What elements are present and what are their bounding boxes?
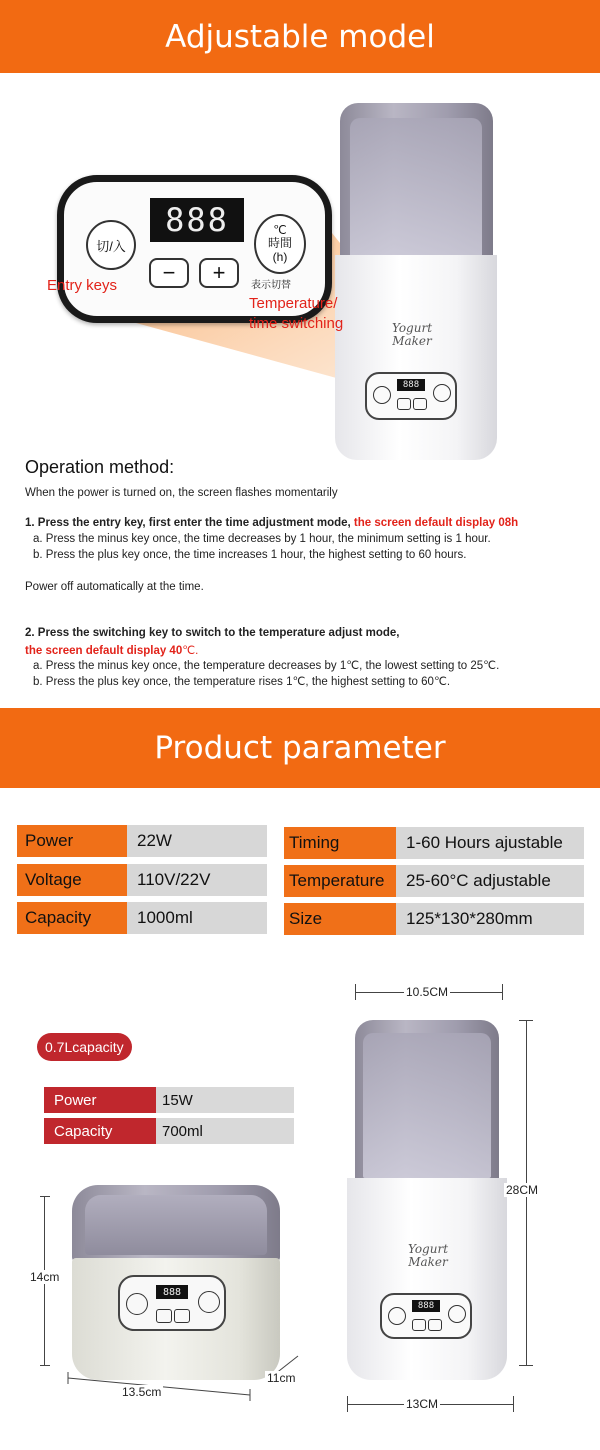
small-param-label: Power [44,1087,156,1113]
mini-control-panel-bottom [380,1293,472,1339]
product-parameter-banner [0,708,600,788]
operation-intro: When the power is turned on, the screen flashes momentarily [25,487,338,499]
logo-line1-bottom: Yogurt [407,1242,449,1256]
small-param-value: 700ml [156,1118,294,1144]
tall-width-top-label: 10.5CM [406,985,449,999]
param-label: Temperature [284,865,396,897]
entry-keys-label: Entry keys [47,277,118,294]
step2-red-unit: ℃. [182,645,199,657]
step1-title [25,517,518,529]
switch-caption: 表示切替 [251,280,291,291]
switch-label [249,294,343,333]
step2-red [25,643,198,657]
param-label: Timing [284,827,396,859]
tall-width-bottom-label: 13CM [406,1397,439,1411]
step2-red-bold: the screen default display 40 [25,645,183,657]
small-control-panel [118,1275,226,1331]
mini-display: 888 [397,379,425,391]
mini-display-bottom: 888 [412,1300,440,1312]
step2-a: a. Press the minus key once, the temperature decreases by 1℃, the lowest setting to 25℃. [33,660,500,672]
capacity-badge: 0.7Lcapacity [37,1033,132,1061]
step2-title: 2. Press the switching key to switch to the temperature adjust mode, [25,627,400,639]
step1-a: a. Press the minus key once, the time decreases by 1 hour, the minimum setting is 1 hour. [33,533,491,545]
param-value: 110V/22V [127,864,267,896]
param-value: 25-60°C adjustable [396,865,584,897]
switch-line1: ℃ [273,223,287,238]
param-label: Size [284,903,396,935]
param-label: Capacity [17,902,127,934]
param-label: Power [17,825,127,857]
step1-red: the screen default display 08h [350,517,519,529]
logo-line2: Maker [392,333,432,348]
step1-bold: 1. Press the entry key, first enter the time adjustment mode, [25,517,351,529]
small-width-label: 13.5cm [122,1385,162,1399]
switch-key-button[interactable] [254,214,306,274]
tall-height-label: 28CM [506,1183,539,1197]
mini-control-panel [365,372,457,420]
logo-line2-bottom: Maker [408,1254,448,1269]
switch-label-line2: time switching [249,314,344,332]
small-height-label: 14cm [30,1270,60,1284]
param-value: 1000ml [127,902,267,934]
power-off-note: Power off automatically at the time. [25,581,204,593]
banner-params-title: Product parameter [154,730,446,766]
switch-line2: 時間 [267,236,292,251]
switch-line3: (h) [272,249,288,264]
small-param-label: Capacity [44,1118,156,1144]
entry-key-button[interactable]: 切/入 [86,220,136,270]
step2-b: b. Press the plus key once, the temperature rises 1℃, the highest setting to 60℃. [33,676,451,688]
banner-title: Adjustable model [165,18,435,55]
small-display: 888 [156,1285,188,1299]
minus-button[interactable]: − [149,258,189,288]
logo-line1: Yogurt [391,321,433,335]
small-param-value: 15W [156,1087,294,1113]
param-value: 22W [127,825,267,857]
switch-label-line1: Temperature/ [249,295,338,312]
led-display: 888 [150,198,244,242]
param-label: Voltage [17,864,127,896]
plus-button[interactable]: + [199,258,239,288]
param-value: 1-60 Hours ajustable [396,827,584,859]
operation-heading: Operation method: [25,457,175,477]
param-value: 125*130*280mm [396,903,584,935]
step1-b: b. Press the plus key once, the time increases 1 hour, the highest setting to 60 hours. [33,549,467,561]
small-depth-label: 11cm [267,1371,296,1385]
